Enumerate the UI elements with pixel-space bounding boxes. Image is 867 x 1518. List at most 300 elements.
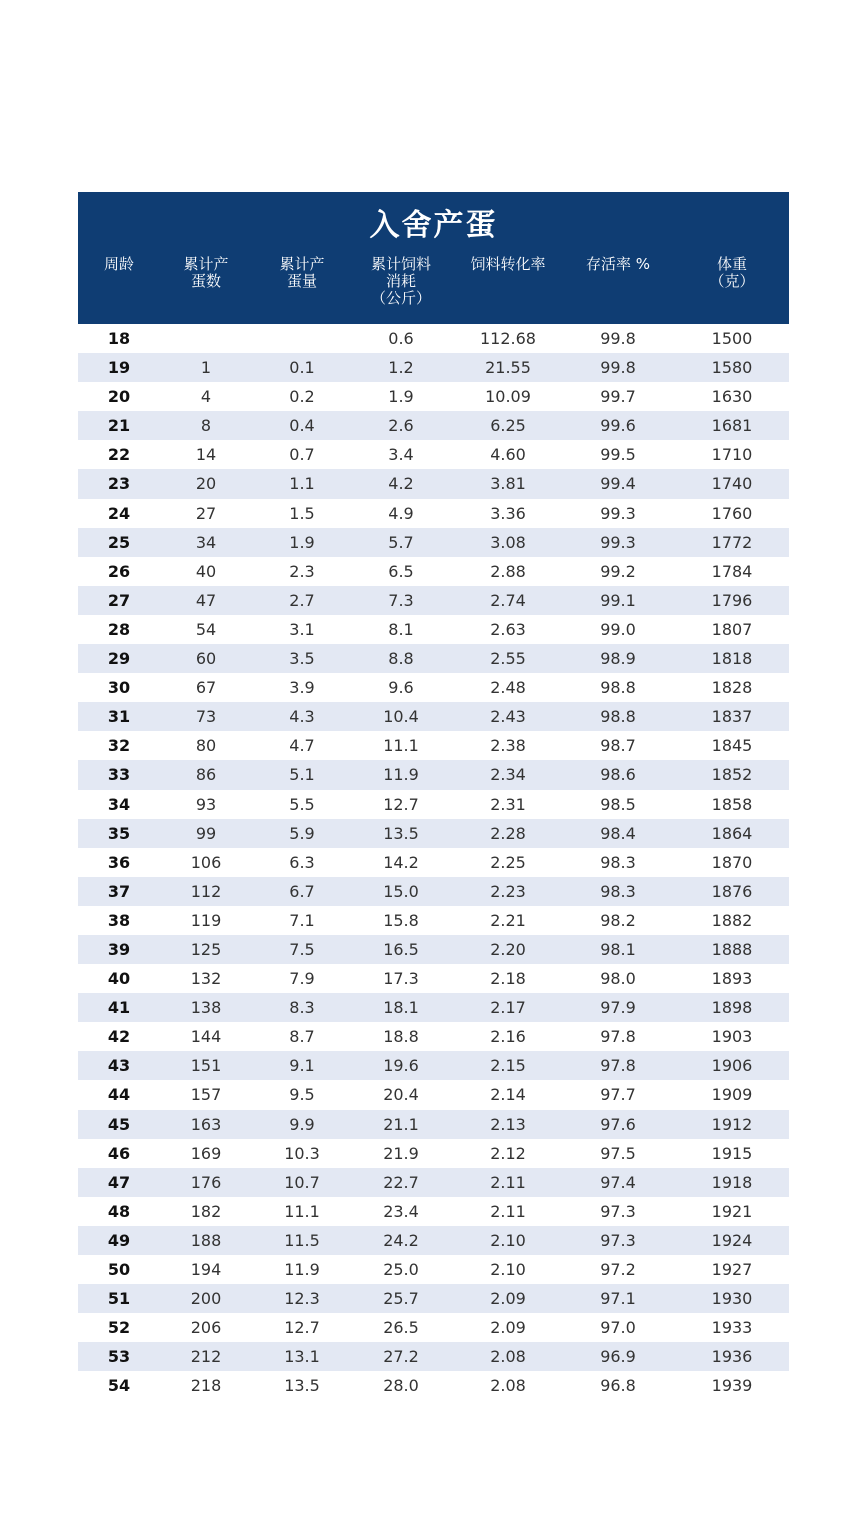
cell-cumulative-feed: 18.1 xyxy=(383,998,419,1018)
cell-livability: 99.5 xyxy=(600,445,636,465)
cell-cumulative-egg-mass: 11.5 xyxy=(284,1230,320,1250)
table-row xyxy=(78,469,789,498)
cell-cumulative-eggs: 112 xyxy=(190,881,222,901)
cell-feed-conversion: 2.10 xyxy=(490,1230,526,1250)
column-header-week: 周龄 xyxy=(103,255,134,273)
table-row xyxy=(78,440,789,469)
cell-cumulative-egg-mass: 3.1 xyxy=(289,619,315,639)
cell-cumulative-eggs: 27 xyxy=(195,503,217,523)
column-header-cumulative-feed: 累计饲料 消耗 （公斤） xyxy=(370,255,431,307)
cell-feed-conversion: 2.17 xyxy=(490,998,526,1018)
cell-week: 50 xyxy=(107,1260,131,1279)
cell-cumulative-feed: 19.6 xyxy=(383,1056,419,1076)
cell-cumulative-eggs: 206 xyxy=(190,1318,222,1338)
column-header-body-weight: 体重 （克） xyxy=(709,255,755,290)
cell-cumulative-egg-mass: 5.5 xyxy=(289,794,315,814)
cell-cumulative-egg-mass: 4.3 xyxy=(289,707,315,727)
table-row xyxy=(78,1342,789,1371)
cell-body-weight: 1828 xyxy=(711,678,753,698)
cell-livability: 98.3 xyxy=(600,881,636,901)
cell-cumulative-feed: 6.5 xyxy=(388,561,414,581)
cell-body-weight: 1500 xyxy=(711,329,753,348)
cell-body-weight: 1936 xyxy=(711,1347,753,1367)
cell-feed-conversion: 2.31 xyxy=(490,794,526,814)
cell-feed-conversion: 3.08 xyxy=(490,532,526,552)
cell-cumulative-egg-mass: 13.1 xyxy=(284,1347,320,1367)
table-row xyxy=(78,731,789,760)
cell-cumulative-feed: 15.8 xyxy=(383,910,419,930)
cell-week: 47 xyxy=(107,1172,131,1192)
cell-cumulative-eggs: 67 xyxy=(195,678,217,698)
cell-cumulative-eggs: 1 xyxy=(200,358,212,378)
cell-feed-conversion: 2.63 xyxy=(490,619,526,639)
cell-cumulative-eggs: 182 xyxy=(190,1201,222,1221)
cell-feed-conversion: 2.20 xyxy=(490,939,526,959)
cell-cumulative-feed: 11.9 xyxy=(383,765,419,785)
cell-cumulative-feed: 4.9 xyxy=(388,503,414,523)
cell-cumulative-feed: 8.1 xyxy=(388,619,414,639)
cell-body-weight: 1903 xyxy=(711,1027,753,1047)
cell-cumulative-feed: 16.5 xyxy=(383,939,419,959)
cell-cumulative-egg-mass: 2.3 xyxy=(289,561,315,581)
cell-feed-conversion: 2.28 xyxy=(490,823,526,843)
cell-livability: 97.3 xyxy=(600,1201,636,1221)
cell-week: 51 xyxy=(107,1289,131,1309)
cell-week: 29 xyxy=(107,649,131,669)
cell-cumulative-egg-mass: 5.9 xyxy=(289,823,315,843)
cell-cumulative-feed: 15.0 xyxy=(383,881,419,901)
cell-livability: 98.6 xyxy=(600,765,636,785)
cell-livability: 98.7 xyxy=(600,736,636,756)
table-row xyxy=(78,644,789,673)
cell-body-weight: 1918 xyxy=(711,1172,753,1192)
cell-week: 41 xyxy=(107,998,131,1018)
cell-livability: 97.8 xyxy=(600,1027,636,1047)
cell-cumulative-feed: 26.5 xyxy=(383,1318,419,1338)
table-row xyxy=(78,499,789,528)
cell-cumulative-egg-mass: 7.1 xyxy=(289,910,315,930)
cell-livability: 98.4 xyxy=(600,823,636,843)
cell-cumulative-egg-mass: 1.9 xyxy=(289,532,315,552)
cell-cumulative-feed: 23.4 xyxy=(383,1201,419,1221)
cell-livability: 97.3 xyxy=(600,1230,636,1250)
table-row xyxy=(78,877,789,906)
table-row xyxy=(78,673,789,702)
cell-cumulative-feed: 3.4 xyxy=(388,445,414,465)
cell-cumulative-eggs: 60 xyxy=(195,649,217,669)
cell-week: 19 xyxy=(107,358,131,378)
cell-cumulative-feed: 9.6 xyxy=(388,678,414,698)
cell-cumulative-eggs: 218 xyxy=(190,1376,222,1396)
cell-livability: 99.1 xyxy=(600,590,636,610)
cell-body-weight: 1930 xyxy=(711,1289,753,1309)
cell-body-weight: 1921 xyxy=(711,1201,753,1221)
cell-livability: 98.2 xyxy=(600,910,636,930)
table-row xyxy=(78,1226,789,1255)
cell-week: 25 xyxy=(107,532,131,552)
cell-week: 28 xyxy=(107,619,131,639)
cell-livability: 98.8 xyxy=(600,678,636,698)
cell-livability: 99.4 xyxy=(600,474,636,494)
table-row xyxy=(78,1139,789,1168)
cell-cumulative-egg-mass: 5.1 xyxy=(289,765,315,785)
cell-body-weight: 1784 xyxy=(711,561,753,581)
cell-cumulative-egg-mass: 7.5 xyxy=(289,939,315,959)
table-row xyxy=(78,1284,789,1313)
table-row xyxy=(78,935,789,964)
cell-cumulative-feed: 2.6 xyxy=(388,416,414,436)
cell-cumulative-feed: 28.0 xyxy=(383,1376,419,1396)
cell-body-weight: 1807 xyxy=(711,619,753,639)
cell-body-weight: 1906 xyxy=(711,1056,753,1076)
cell-body-weight: 1870 xyxy=(711,852,753,872)
cell-cumulative-feed: 24.2 xyxy=(383,1230,419,1250)
cell-week: 23 xyxy=(107,474,131,494)
cell-week: 40 xyxy=(107,969,131,989)
cell-week: 20 xyxy=(107,387,131,407)
cell-cumulative-eggs: 151 xyxy=(190,1056,222,1076)
cell-feed-conversion: 2.15 xyxy=(490,1056,526,1076)
table-row xyxy=(78,1110,789,1139)
cell-cumulative-eggs: 138 xyxy=(190,998,222,1018)
cell-cumulative-egg-mass: 8.3 xyxy=(289,998,315,1018)
cell-week: 33 xyxy=(107,765,131,785)
table-row xyxy=(78,993,789,1022)
cell-feed-conversion: 2.23 xyxy=(490,881,526,901)
cell-body-weight: 1927 xyxy=(711,1260,753,1279)
table-row xyxy=(78,848,789,877)
cell-feed-conversion: 21.55 xyxy=(485,358,531,378)
table-row xyxy=(78,1051,789,1080)
cell-cumulative-eggs: 200 xyxy=(190,1289,222,1309)
cell-cumulative-egg-mass: 3.9 xyxy=(289,678,315,698)
cell-cumulative-eggs: 169 xyxy=(190,1143,222,1163)
table-row xyxy=(78,1313,789,1342)
cell-feed-conversion: 2.18 xyxy=(490,969,526,989)
cell-cumulative-eggs: 20 xyxy=(195,474,217,494)
cell-livability: 99.7 xyxy=(600,387,636,407)
cell-livability: 99.0 xyxy=(600,619,636,639)
cell-feed-conversion: 2.08 xyxy=(490,1376,526,1396)
cell-livability: 99.3 xyxy=(600,503,636,523)
table-row xyxy=(78,906,789,935)
cell-feed-conversion: 6.25 xyxy=(490,416,526,436)
cell-week: 21 xyxy=(107,416,131,436)
cell-livability: 97.4 xyxy=(600,1172,636,1192)
table-row xyxy=(78,382,789,411)
cell-cumulative-eggs: 14 xyxy=(195,445,217,465)
cell-cumulative-eggs: 106 xyxy=(190,852,222,872)
cell-cumulative-egg-mass: 7.9 xyxy=(289,969,315,989)
cell-livability: 97.8 xyxy=(600,1056,636,1076)
cell-cumulative-egg-mass: 9.9 xyxy=(289,1114,315,1134)
cell-week: 45 xyxy=(107,1114,131,1134)
cell-cumulative-feed: 22.7 xyxy=(383,1172,419,1192)
cell-feed-conversion: 3.81 xyxy=(490,474,526,494)
cell-cumulative-eggs xyxy=(170,324,242,353)
cell-week: 48 xyxy=(107,1201,131,1221)
cell-cumulative-feed: 11.1 xyxy=(383,736,419,756)
cell-livability: 99.6 xyxy=(600,416,636,436)
cell-week: 30 xyxy=(107,678,131,698)
cell-cumulative-egg-mass: 6.7 xyxy=(289,881,315,901)
cell-cumulative-egg-mass: 0.1 xyxy=(289,358,315,378)
cell-feed-conversion: 2.11 xyxy=(490,1172,526,1192)
cell-livability: 97.2 xyxy=(600,1260,636,1279)
production-table xyxy=(78,192,789,1400)
cell-feed-conversion: 2.48 xyxy=(490,678,526,698)
cell-cumulative-egg-mass: 1.5 xyxy=(289,503,315,523)
cell-week: 18 xyxy=(107,329,131,348)
cell-cumulative-eggs: 34 xyxy=(195,532,217,552)
cell-body-weight: 1898 xyxy=(711,998,753,1018)
cell-cumulative-feed: 20.4 xyxy=(383,1085,419,1105)
cell-cumulative-egg-mass: 6.3 xyxy=(289,852,315,872)
cell-body-weight: 1580 xyxy=(711,358,753,378)
cell-body-weight: 1893 xyxy=(711,969,753,989)
cell-cumulative-feed: 13.5 xyxy=(383,823,419,843)
cell-feed-conversion: 112.68 xyxy=(480,329,536,348)
cell-cumulative-egg-mass: 10.3 xyxy=(284,1143,320,1163)
cell-cumulative-egg-mass: 2.7 xyxy=(289,590,315,610)
cell-week: 53 xyxy=(107,1347,131,1367)
cell-feed-conversion: 2.43 xyxy=(490,707,526,727)
cell-body-weight: 1858 xyxy=(711,794,753,814)
cell-cumulative-egg-mass: 0.4 xyxy=(289,416,315,436)
cell-cumulative-feed: 4.2 xyxy=(388,474,414,494)
cell-body-weight: 1882 xyxy=(711,910,753,930)
cell-cumulative-eggs: 54 xyxy=(195,619,217,639)
cell-livability: 97.9 xyxy=(600,998,636,1018)
cell-week: 36 xyxy=(107,852,131,872)
cell-cumulative-eggs: 176 xyxy=(190,1172,222,1192)
table-row xyxy=(78,819,789,848)
table-row xyxy=(78,411,789,440)
table-row xyxy=(78,760,789,789)
cell-cumulative-eggs: 188 xyxy=(190,1230,222,1250)
cell-cumulative-feed: 18.8 xyxy=(383,1027,419,1047)
cell-feed-conversion: 2.08 xyxy=(490,1347,526,1367)
cell-cumulative-eggs: 40 xyxy=(195,561,217,581)
cell-cumulative-egg-mass: 11.1 xyxy=(284,1201,320,1221)
column-header-cumulative-eggs: 累计产 蛋数 xyxy=(183,255,229,290)
cell-week: 49 xyxy=(107,1230,131,1250)
cell-cumulative-feed: 12.7 xyxy=(383,794,419,814)
cell-livability: 97.1 xyxy=(600,1289,636,1309)
cell-week: 39 xyxy=(107,939,131,959)
table-row xyxy=(78,1168,789,1197)
cell-cumulative-feed: 10.4 xyxy=(383,707,419,727)
cell-cumulative-feed: 7.3 xyxy=(388,590,414,610)
cell-body-weight: 1939 xyxy=(711,1376,753,1396)
cell-body-weight: 1915 xyxy=(711,1143,753,1163)
table-row xyxy=(78,790,789,819)
cell-cumulative-egg-mass: 12.7 xyxy=(284,1318,320,1338)
table-row xyxy=(78,586,789,615)
table-row xyxy=(78,557,789,586)
column-header-cumulative-egg-mass: 累计产 蛋量 xyxy=(279,255,325,290)
cell-cumulative-egg-mass: 1.1 xyxy=(289,474,315,494)
cell-livability: 98.0 xyxy=(600,969,636,989)
cell-week: 52 xyxy=(107,1318,131,1338)
cell-cumulative-feed: 1.9 xyxy=(388,387,414,407)
cell-body-weight: 1909 xyxy=(711,1085,753,1105)
table-row xyxy=(78,964,789,993)
cell-cumulative-egg-mass: 3.5 xyxy=(289,649,315,669)
cell-cumulative-feed: 5.7 xyxy=(388,532,414,552)
table-header xyxy=(78,192,789,324)
cell-feed-conversion: 2.25 xyxy=(490,852,526,872)
cell-feed-conversion: 2.10 xyxy=(490,1260,526,1279)
table-row xyxy=(78,1080,789,1109)
cell-week: 37 xyxy=(107,881,131,901)
cell-cumulative-egg-mass: 9.5 xyxy=(289,1085,315,1105)
cell-livability: 99.3 xyxy=(600,532,636,552)
cell-cumulative-egg-mass: 0.2 xyxy=(289,387,315,407)
cell-week: 22 xyxy=(107,445,131,465)
cell-livability: 98.3 xyxy=(600,852,636,872)
cell-body-weight: 1796 xyxy=(711,590,753,610)
cell-week: 44 xyxy=(107,1085,131,1105)
cell-livability: 98.9 xyxy=(600,649,636,669)
cell-livability: 96.8 xyxy=(600,1376,636,1396)
cell-week: 42 xyxy=(107,1027,131,1047)
cell-cumulative-eggs: 157 xyxy=(190,1085,222,1105)
cell-cumulative-egg-mass: 11.9 xyxy=(284,1260,320,1279)
cell-week: 32 xyxy=(107,736,131,756)
cell-week: 26 xyxy=(107,561,131,581)
cell-cumulative-eggs: 47 xyxy=(195,590,217,610)
cell-cumulative-egg-mass: 9.1 xyxy=(289,1056,315,1076)
cell-feed-conversion: 2.34 xyxy=(490,765,526,785)
cell-cumulative-eggs: 212 xyxy=(190,1347,222,1367)
cell-week: 43 xyxy=(107,1056,131,1076)
cell-cumulative-eggs: 4 xyxy=(200,387,212,407)
cell-feed-conversion: 2.12 xyxy=(490,1143,526,1163)
cell-feed-conversion: 2.14 xyxy=(490,1085,526,1105)
cell-livability: 98.8 xyxy=(600,707,636,727)
cell-cumulative-feed: 21.1 xyxy=(383,1114,419,1134)
cell-livability: 96.9 xyxy=(600,1347,636,1367)
cell-body-weight: 1912 xyxy=(711,1114,753,1134)
cell-body-weight: 1630 xyxy=(711,387,753,407)
cell-body-weight: 1681 xyxy=(711,416,753,436)
table-row xyxy=(78,1197,789,1226)
table-row xyxy=(78,324,789,353)
cell-body-weight: 1864 xyxy=(711,823,753,843)
column-header-feed-conversion: 饲料转化率 xyxy=(470,255,546,273)
cell-body-weight: 1710 xyxy=(711,445,753,465)
cell-body-weight: 1740 xyxy=(711,474,753,494)
cell-week: 31 xyxy=(107,707,131,727)
cell-cumulative-eggs: 144 xyxy=(190,1027,222,1047)
cell-cumulative-egg-mass: 12.3 xyxy=(284,1289,320,1309)
cell-week: 46 xyxy=(107,1143,131,1163)
cell-livability: 99.2 xyxy=(600,561,636,581)
cell-week: 54 xyxy=(107,1376,131,1396)
cell-feed-conversion: 2.55 xyxy=(490,649,526,669)
cell-livability: 97.6 xyxy=(600,1114,636,1134)
cell-feed-conversion: 2.21 xyxy=(490,910,526,930)
table-body xyxy=(78,324,789,1400)
cell-feed-conversion: 2.13 xyxy=(490,1114,526,1134)
cell-cumulative-eggs: 99 xyxy=(195,823,217,843)
cell-livability: 97.7 xyxy=(600,1085,636,1105)
cell-body-weight: 1852 xyxy=(711,765,753,785)
cell-cumulative-eggs: 194 xyxy=(190,1260,222,1279)
table-row xyxy=(78,528,789,557)
cell-feed-conversion: 2.09 xyxy=(490,1318,526,1338)
table-row xyxy=(78,1255,789,1284)
cell-body-weight: 1760 xyxy=(711,503,753,523)
cell-feed-conversion: 2.11 xyxy=(490,1201,526,1221)
cell-feed-conversion: 3.36 xyxy=(490,503,526,523)
cell-week: 34 xyxy=(107,794,131,814)
cell-cumulative-eggs: 86 xyxy=(195,765,217,785)
cell-cumulative-feed: 1.2 xyxy=(388,358,414,378)
cell-cumulative-feed: 25.7 xyxy=(383,1289,419,1309)
cell-feed-conversion: 2.09 xyxy=(490,1289,526,1309)
cell-cumulative-egg-mass: 8.7 xyxy=(289,1027,315,1047)
cell-body-weight: 1924 xyxy=(711,1230,753,1250)
column-header-livability: 存活率 % xyxy=(585,255,651,273)
cell-cumulative-egg-mass: 0.7 xyxy=(289,445,315,465)
cell-week: 35 xyxy=(107,823,131,843)
cell-body-weight: 1888 xyxy=(711,939,753,959)
cell-cumulative-egg-mass xyxy=(263,324,341,353)
cell-cumulative-egg-mass: 13.5 xyxy=(284,1376,320,1396)
cell-feed-conversion: 2.74 xyxy=(490,590,526,610)
table-row xyxy=(78,1371,789,1400)
cell-cumulative-eggs: 119 xyxy=(190,910,222,930)
cell-week: 24 xyxy=(107,503,131,523)
table-row xyxy=(78,702,789,731)
cell-cumulative-eggs: 93 xyxy=(195,794,217,814)
cell-livability: 98.1 xyxy=(600,939,636,959)
table-row xyxy=(78,615,789,644)
cell-cumulative-feed: 27.2 xyxy=(383,1347,419,1367)
cell-feed-conversion: 2.16 xyxy=(490,1027,526,1047)
cell-body-weight: 1845 xyxy=(711,736,753,756)
cell-body-weight: 1837 xyxy=(711,707,753,727)
cell-cumulative-feed: 25.0 xyxy=(383,1260,419,1279)
cell-cumulative-feed: 8.8 xyxy=(388,649,414,669)
cell-body-weight: 1772 xyxy=(711,532,753,552)
cell-cumulative-eggs: 73 xyxy=(195,707,217,727)
cell-week: 38 xyxy=(107,910,131,930)
table-row xyxy=(78,1022,789,1051)
cell-cumulative-egg-mass: 10.7 xyxy=(284,1172,320,1192)
cell-livability: 99.8 xyxy=(600,358,636,378)
cell-cumulative-egg-mass: 4.7 xyxy=(289,736,315,756)
cell-livability: 97.0 xyxy=(600,1318,636,1338)
cell-cumulative-eggs: 80 xyxy=(195,736,217,756)
cell-cumulative-eggs: 125 xyxy=(190,939,222,959)
cell-cumulative-eggs: 8 xyxy=(200,416,212,436)
cell-body-weight: 1818 xyxy=(711,649,753,669)
cell-body-weight: 1876 xyxy=(711,881,753,901)
cell-livability: 97.5 xyxy=(600,1143,636,1163)
cell-feed-conversion: 2.38 xyxy=(490,736,526,756)
cell-body-weight: 1933 xyxy=(711,1318,753,1338)
cell-cumulative-feed: 14.2 xyxy=(383,852,419,872)
cell-livability: 98.5 xyxy=(600,794,636,814)
table-row xyxy=(78,353,789,382)
cell-cumulative-feed: 17.3 xyxy=(383,969,419,989)
cell-week: 27 xyxy=(107,590,131,610)
cell-feed-conversion: 4.60 xyxy=(490,445,526,465)
cell-cumulative-eggs: 132 xyxy=(190,969,222,989)
